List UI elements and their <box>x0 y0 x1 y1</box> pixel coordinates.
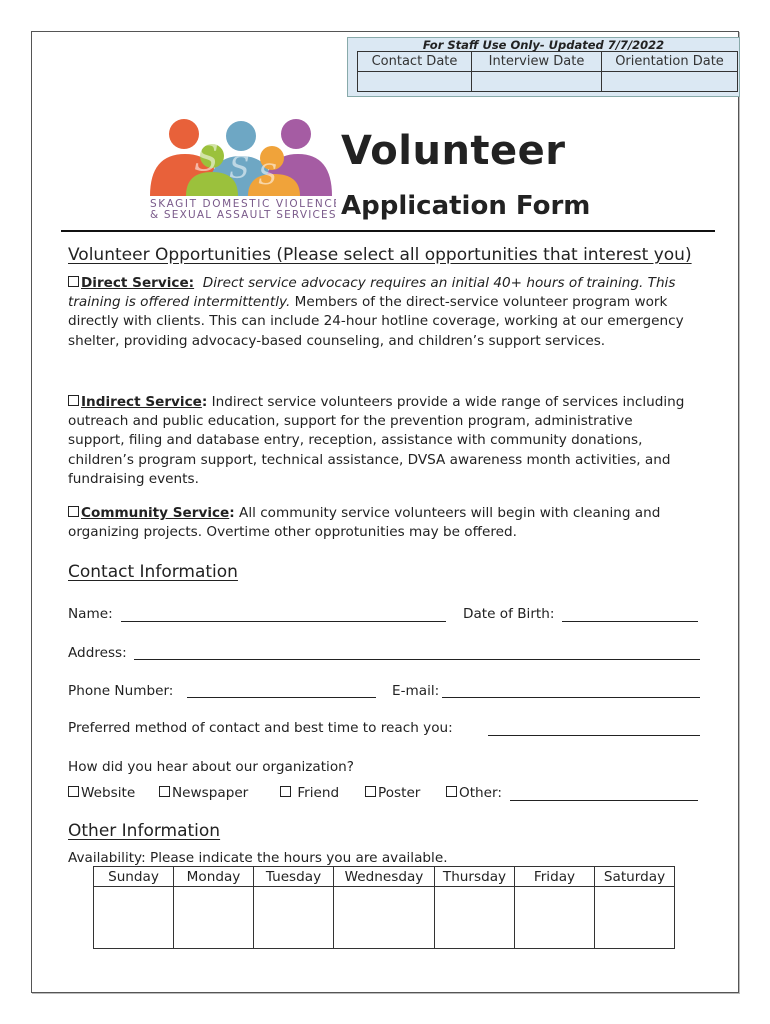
poster-checkbox[interactable] <box>365 786 376 797</box>
website-checkbox[interactable] <box>68 786 79 797</box>
contact-date-field[interactable] <box>358 72 472 92</box>
day-saturday: Saturday <box>595 867 675 887</box>
tuesday-hours-field[interactable] <box>254 887 334 949</box>
day-wednesday: Wednesday <box>334 867 435 887</box>
indirect-service-label: Indirect Service <box>81 394 202 410</box>
thursday-hours-field[interactable] <box>435 887 515 949</box>
option-website[interactable] <box>68 784 135 802</box>
wednesday-hours-field[interactable] <box>334 887 435 949</box>
sunday-hours-field[interactable] <box>94 887 174 949</box>
email-label: E-mail: <box>392 683 440 699</box>
staff-use-box <box>347 37 740 97</box>
name-label: Name: <box>68 606 113 622</box>
day-monday: Monday <box>174 867 254 887</box>
saturday-hours-field[interactable] <box>595 887 675 949</box>
title-divider <box>61 230 715 232</box>
svg-text:S: S <box>194 139 219 180</box>
interview-date-field[interactable] <box>472 72 602 92</box>
friday-hours-field[interactable] <box>515 887 595 949</box>
option-friend[interactable] <box>280 784 339 802</box>
dob-field[interactable] <box>562 621 698 622</box>
opportunities-heading: Volunteer Opportunities (Please select all opportunities that interest you) <box>68 245 692 265</box>
newspaper-checkbox[interactable] <box>159 786 170 797</box>
option-newspaper[interactable] <box>159 784 248 802</box>
address-field[interactable] <box>134 659 700 660</box>
community-service-checkbox[interactable] <box>68 506 79 517</box>
other-field[interactable] <box>510 800 698 801</box>
staff-use-table <box>357 51 738 92</box>
phone-label: Phone Number: <box>68 683 174 699</box>
contact-heading: Contact Information <box>68 562 238 582</box>
availability-label: Availability: Please indicate the hours you are available. <box>68 850 448 866</box>
friend-checkbox[interactable] <box>280 786 291 797</box>
option-newspaper-label: Newspaper <box>172 785 249 801</box>
logo-org-line1: SKAGIT DOMESTIC VIOLENCE <box>150 198 336 210</box>
preferred-contact-label: Preferred method of contact and best time to reach you: <box>68 720 453 736</box>
option-other[interactable] <box>446 784 502 802</box>
logo-figure-head <box>226 121 256 151</box>
option-website-label: Website <box>81 785 136 801</box>
indirect-service-block <box>68 393 688 489</box>
address-label: Address: <box>68 645 127 661</box>
direct-service-colon: : <box>188 275 195 291</box>
indirect-service-description: Indirect service volunteers provide a wide range of services including outreach and public education, support for the prevention program, administrative support, filing and database entry, reception, assistance with community donations, children’s program support, technical assistance, DVSA awareness month activities, and fundraising events. <box>68 394 685 487</box>
day-sunday: Sunday <box>94 867 174 887</box>
form-title: Volunteer <box>341 128 566 174</box>
logo-org-line2: & SEXUAL ASSAULT SERVICES <box>150 209 336 221</box>
indirect-service-checkbox[interactable] <box>68 395 79 406</box>
availability-table <box>93 866 675 949</box>
name-field[interactable] <box>121 621 446 622</box>
day-friday: Friday <box>515 867 595 887</box>
orientation-date-header: Orientation Date <box>602 52 738 72</box>
organization-logo <box>146 114 336 222</box>
referral-question: How did you hear about our organization? <box>68 759 354 775</box>
svg-text:S: S <box>258 158 278 191</box>
logo-people-icon <box>146 114 336 222</box>
other-checkbox[interactable] <box>446 786 457 797</box>
monday-hours-field[interactable] <box>174 887 254 949</box>
community-service-description: All community service volunteers will begin with cleaning and organizing projects. Overtime other opprotunities may be offered. <box>68 505 661 541</box>
svg-text:S: S <box>229 151 250 186</box>
option-friend-label: Friend <box>297 785 340 801</box>
option-poster[interactable] <box>365 784 420 802</box>
dob-label: Date of Birth: <box>463 606 555 622</box>
direct-service-label: Direct Service <box>81 275 189 291</box>
day-tuesday: Tuesday <box>254 867 334 887</box>
staff-use-header: For Staff Use Only- Updated 7/7/2022 <box>422 38 665 52</box>
preferred-contact-field[interactable] <box>488 735 700 736</box>
orientation-date-field[interactable] <box>602 72 738 92</box>
phone-field[interactable] <box>187 697 376 698</box>
direct-service-description: Members of the direct-service volunteer program work directly with clients. This can include 24-hour hotline coverage, working at our emergency shelter, providing advocacy-based counseling, and children’s support services. <box>68 294 684 349</box>
form-subtitle: Application Form <box>341 191 591 221</box>
interview-date-header: Interview Date <box>472 52 602 72</box>
direct-service-block <box>68 274 688 351</box>
community-service-block <box>68 504 688 542</box>
direct-service-checkbox[interactable] <box>68 276 79 287</box>
email-field[interactable] <box>442 697 700 698</box>
day-thursday: Thursday <box>435 867 515 887</box>
logo-figure-head <box>281 119 311 149</box>
other-info-heading: Other Information <box>68 821 221 841</box>
community-service-colon: : <box>229 505 235 521</box>
community-service-label: Community Service <box>81 505 230 521</box>
option-poster-label: Poster <box>378 785 421 801</box>
indirect-service-colon: : <box>201 394 208 410</box>
direct-service-training-note: Direct service advocacy requires an initial 40+ hours of training. This training is offered intermittently. <box>68 275 676 311</box>
option-other-label: Other: <box>459 785 502 801</box>
contact-date-header: Contact Date <box>358 52 472 72</box>
